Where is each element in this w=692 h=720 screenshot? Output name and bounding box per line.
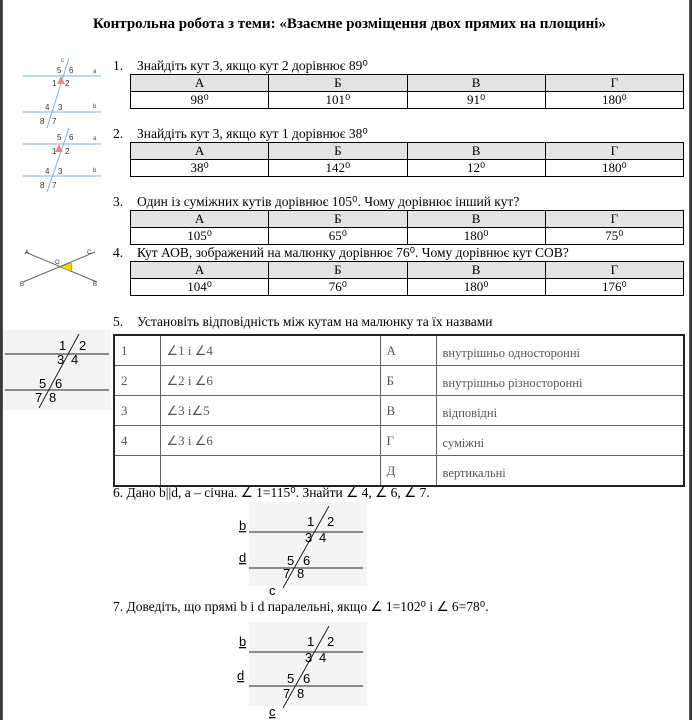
svg-text:d: d [239,550,247,565]
svg-text:7: 7 [35,390,43,405]
svg-text:8: 8 [40,117,45,126]
svg-text:a: a [93,136,97,142]
svg-text:4: 4 [45,103,50,112]
svg-text:7: 7 [283,566,291,581]
svg-text:1: 1 [307,514,315,529]
svg-text:O: O [55,260,60,266]
svg-text:1: 1 [307,634,315,649]
svg-text:C: C [87,250,92,256]
q4-answer-table: А Б В Г 104⁰ 76⁰ 180⁰ 176⁰ [130,261,684,296]
svg-text:8: 8 [40,181,45,190]
svg-text:3: 3 [57,352,65,367]
svg-text:3: 3 [58,103,63,112]
q4-option-d: 176⁰ [545,279,683,296]
svg-text:c: c [61,58,64,64]
svg-text:1: 1 [59,338,67,353]
svg-text:5: 5 [287,553,295,568]
q7-figure [235,622,367,720]
q1-figure [21,56,103,130]
svg-text:A: A [25,250,30,256]
q2-text: 2. Знайдіть кут 3, якщо кут 1 дорівнює 38⁰ [113,126,368,141]
q2-option-a: 38⁰ [131,160,269,177]
svg-text:2: 2 [65,79,70,88]
svg-text:2: 2 [79,338,87,353]
svg-text:7: 7 [52,117,57,126]
q4-option-a: 104⁰ [131,279,269,296]
q2-option-c: 12⁰ [407,160,545,177]
q3-option-c: 180⁰ [407,228,545,245]
svg-text:3: 3 [305,650,313,665]
q5-row: 1 ∠1 і ∠4 А внутрішньо односторонні [114,335,684,366]
svg-text:7: 7 [283,686,291,701]
page-title: Контрольна робота з теми: «Взаємне розміщення двох прямих на площині» [93,16,606,32]
q2-option-d: 180⁰ [545,160,683,177]
q4-angle-figure [17,246,103,288]
svg-text:b: b [93,104,97,110]
svg-text:6: 6 [303,553,311,568]
svg-text:6: 6 [55,376,63,391]
q1-option-d: 180⁰ [545,92,683,109]
q3-answer-table: А Б В Г 105⁰ 65⁰ 180⁰ 75⁰ [130,210,684,245]
q7-text: 7. Доведіть, що прямі b і d паралельні, якщо ∠ 1=102⁰ і ∠ 6=78⁰. [113,599,489,614]
svg-text:B: B [93,282,98,288]
q5-text: 5. Установіть відповідність між кутам на малюнку та їх назвами [113,314,493,329]
q3-text: 3. Один із суміжних кутів дорівнює 105⁰. Чому дорівнює інший кут? [113,194,520,209]
svg-text:5: 5 [57,66,62,75]
svg-text:8: 8 [297,686,305,701]
svg-text:5: 5 [39,376,47,391]
svg-text:b: b [239,518,247,533]
q1-option-b: 101⁰ [269,92,407,109]
svg-text:4: 4 [45,167,50,176]
svg-text:1: 1 [52,147,57,156]
q6-figure [235,502,367,596]
q2-option-b: 142⁰ [269,160,407,177]
q6-text: 6. Дано b||d, a – січна. ∠ 1=115⁰. Знайти ∠ 4, ∠ 6, ∠ 7. [113,485,430,500]
svg-text:5: 5 [57,133,62,142]
svg-text:6: 6 [303,671,311,686]
svg-text:2: 2 [327,514,335,529]
q5-row: Д вертикальні [114,456,684,487]
svg-text:6: 6 [69,133,74,142]
svg-text:B: B [20,282,25,288]
q5-matching-table [113,334,685,487]
svg-text:8: 8 [297,566,305,581]
svg-text:2: 2 [327,634,335,649]
svg-text:4: 4 [319,530,327,545]
q1-answer-table: А Б В Г 98⁰ 101⁰ 91⁰ 180⁰ [130,74,684,109]
svg-text:4: 4 [319,650,327,665]
svg-text:8: 8 [49,390,57,405]
svg-text:4: 4 [71,352,79,367]
q5-row: 2 ∠2 і ∠6 Б внутрішньо різносторонні [114,366,684,396]
q4-option-c: 180⁰ [407,279,545,296]
q3-option-a: 105⁰ [131,228,269,245]
q5-row: 3 ∠3 і∠5 В відповідні [114,396,684,426]
q3-option-b: 65⁰ [269,228,407,245]
q4-option-b: 76⁰ [269,279,407,296]
q5-figure [3,330,111,410]
q2-figure [21,126,103,194]
q4-text: 4. Кут АОВ, зображений на малюнку дорівнює 76⁰. Чому дорівнює кут СОВ? [113,245,569,260]
svg-text:6: 6 [69,66,74,75]
q1-option-a: 98⁰ [131,92,269,109]
svg-text:3: 3 [58,167,63,176]
svg-text:c: c [269,704,276,719]
q5-row: 4 ∠3 і ∠6 Г суміжні [114,426,684,456]
svg-text:b: b [93,168,97,174]
svg-text:d: d [237,668,245,683]
q3-option-d: 75⁰ [545,228,683,245]
svg-text:3: 3 [305,530,313,545]
svg-text:2: 2 [65,147,70,156]
q1-text: 1. Знайдіть кут 3, якщо кут 2 дорівнює 89⁰ [113,58,368,73]
svg-text:5: 5 [287,671,295,686]
svg-text:c: c [269,583,276,596]
svg-text:7: 7 [52,181,57,190]
q1-option-c: 91⁰ [407,92,545,109]
svg-text:a: a [93,69,97,75]
q2-answer-table: А Б В Г 38⁰ 142⁰ 12⁰ 180⁰ [130,142,684,177]
svg-text:1: 1 [52,79,57,88]
worksheet-page [2,0,690,720]
svg-text:b: b [239,634,247,649]
